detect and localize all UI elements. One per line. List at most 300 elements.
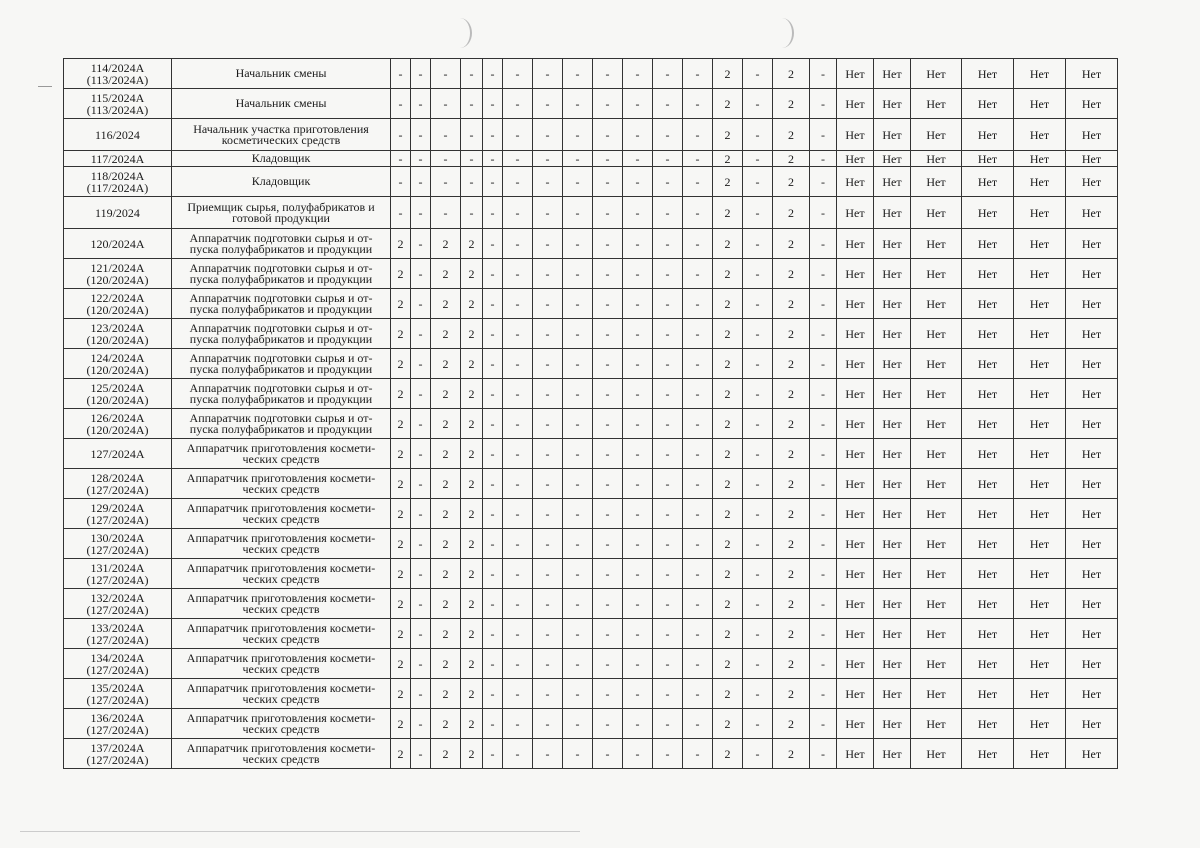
- value-cell: Нет: [874, 59, 911, 89]
- position-name-line: Кладовщик: [251, 151, 311, 165]
- value-cell: -: [461, 119, 483, 151]
- value-cell: Нет: [837, 739, 874, 769]
- value-cell: 2: [391, 259, 411, 289]
- value-cell: -: [593, 409, 623, 439]
- value-cell: 2: [461, 469, 483, 499]
- value-cell: Нет: [962, 319, 1014, 349]
- value-cell: -: [593, 529, 623, 559]
- value-cell: Нет: [1066, 679, 1118, 709]
- value-cell: 2: [773, 379, 810, 409]
- value-cell: -: [653, 319, 683, 349]
- value-cell: 2: [713, 559, 743, 589]
- value-cell: -: [391, 89, 411, 119]
- value-cell: 2: [461, 229, 483, 259]
- value-cell: 2: [773, 319, 810, 349]
- value-cell: -: [810, 529, 837, 559]
- position-name-line: Аппаратчик приготовления космети-: [186, 470, 376, 485]
- workplace-number-line: (127/2024А): [86, 602, 149, 617]
- value-cell: -: [563, 229, 593, 259]
- value-cell: Нет: [1066, 197, 1118, 229]
- value-cell: Нет: [962, 619, 1014, 649]
- value-cell: -: [593, 229, 623, 259]
- position-name-cell: [172, 559, 391, 589]
- value-cell: -: [743, 289, 773, 319]
- position-name-line: Аппаратчик подготовки сырья и от-: [189, 260, 373, 275]
- position-name-line: пуска полуфабрикатов и продукции: [189, 421, 373, 436]
- workplace-number-cell: [64, 289, 172, 319]
- value-cell: Нет: [962, 167, 1014, 197]
- value-cell: -: [563, 649, 593, 679]
- workplace-number-line: 126/2024А: [90, 410, 145, 425]
- workplace-number-cell: [64, 409, 172, 439]
- value-cell: -: [653, 229, 683, 259]
- value-cell: -: [503, 229, 533, 259]
- value-cell: -: [623, 739, 653, 769]
- value-cell: -: [533, 559, 563, 589]
- position-name-cell: [172, 59, 391, 89]
- value-cell: -: [593, 439, 623, 469]
- value-cell: -: [483, 319, 503, 349]
- value-cell: Нет: [1066, 589, 1118, 619]
- value-cell: -: [623, 559, 653, 589]
- value-cell: 2: [431, 469, 461, 499]
- value-cell: -: [431, 119, 461, 151]
- value-cell: 2: [431, 409, 461, 439]
- workplace-number-line: (120/2024А): [86, 392, 149, 407]
- value-cell: -: [533, 379, 563, 409]
- value-cell: -: [653, 151, 683, 167]
- value-cell: -: [743, 559, 773, 589]
- value-cell: -: [411, 349, 431, 379]
- value-cell: Нет: [1066, 649, 1118, 679]
- value-cell: 2: [713, 409, 743, 439]
- value-cell: -: [533, 289, 563, 319]
- table-row: [64, 619, 1195, 649]
- value-cell: -: [533, 439, 563, 469]
- workplace-number-line: (120/2024А): [86, 422, 149, 437]
- value-cell: -: [623, 409, 653, 439]
- value-cell: Нет: [911, 739, 962, 769]
- value-cell: -: [683, 619, 713, 649]
- value-cell: -: [483, 289, 503, 319]
- value-cell: -: [810, 649, 837, 679]
- value-cell: 2: [391, 289, 411, 319]
- position-name-line: ческих средств: [242, 541, 320, 556]
- value-cell: -: [563, 409, 593, 439]
- value-cell: -: [503, 197, 533, 229]
- workplace-number-line: (113/2024А): [86, 102, 149, 117]
- value-cell: -: [483, 59, 503, 89]
- value-cell: Нет: [874, 379, 911, 409]
- value-cell: 2: [713, 151, 743, 167]
- value-cell: -: [623, 229, 653, 259]
- value-cell: -: [411, 469, 431, 499]
- value-cell: -: [810, 167, 837, 197]
- value-cell: -: [411, 259, 431, 289]
- value-cell: Нет: [911, 151, 962, 167]
- table-row: [64, 649, 1195, 679]
- value-cell: -: [461, 151, 483, 167]
- value-cell: -: [461, 59, 483, 89]
- value-cell: Нет: [874, 529, 911, 559]
- position-name-cell: [172, 197, 391, 229]
- value-cell: -: [483, 229, 503, 259]
- value-cell: -: [623, 319, 653, 349]
- value-cell: 2: [461, 409, 483, 439]
- value-cell: 2: [773, 167, 810, 197]
- value-cell: Нет: [874, 409, 911, 439]
- value-cell: -: [411, 499, 431, 529]
- value-cell: 2: [461, 379, 483, 409]
- workplace-number-cell: [64, 619, 172, 649]
- value-cell: -: [563, 619, 593, 649]
- value-cell: Нет: [962, 289, 1014, 319]
- value-cell: 2: [713, 197, 743, 229]
- value-cell: 2: [713, 119, 743, 151]
- value-cell: -: [563, 469, 593, 499]
- table-row: [64, 259, 1195, 289]
- value-cell: -: [810, 679, 837, 709]
- value-cell: Нет: [837, 259, 874, 289]
- value-cell: -: [411, 649, 431, 679]
- value-cell: 2: [391, 529, 411, 559]
- position-name-cell: [172, 119, 391, 151]
- value-cell: Нет: [874, 259, 911, 289]
- value-cell: Нет: [874, 619, 911, 649]
- value-cell: -: [483, 151, 503, 167]
- table-row: [64, 229, 1195, 259]
- value-cell: 2: [713, 619, 743, 649]
- position-name-cell: [172, 289, 391, 319]
- value-cell: -: [483, 679, 503, 709]
- value-cell: -: [623, 589, 653, 619]
- workplace-number-cell: [64, 379, 172, 409]
- value-cell: -: [683, 119, 713, 151]
- value-cell: -: [411, 89, 431, 119]
- value-cell: -: [593, 349, 623, 379]
- value-cell: Нет: [874, 151, 911, 167]
- value-cell: -: [743, 89, 773, 119]
- value-cell: 2: [773, 709, 810, 739]
- value-cell: Нет: [962, 709, 1014, 739]
- value-cell: Нет: [874, 167, 911, 197]
- value-cell: Нет: [874, 319, 911, 349]
- workplace-number-line: 119/2024: [95, 205, 140, 220]
- value-cell: Нет: [962, 529, 1014, 559]
- position-name-line: ческих средств: [242, 751, 320, 766]
- margin-mark: [38, 86, 52, 87]
- value-cell: -: [431, 197, 461, 229]
- value-cell: Нет: [837, 319, 874, 349]
- value-cell: 2: [391, 319, 411, 349]
- value-cell: Нет: [874, 469, 911, 499]
- value-cell: -: [503, 649, 533, 679]
- value-cell: -: [683, 289, 713, 319]
- value-cell: -: [623, 349, 653, 379]
- value-cell: Нет: [962, 197, 1014, 229]
- value-cell: 2: [461, 619, 483, 649]
- value-cell: -: [593, 119, 623, 151]
- value-cell: Нет: [1066, 229, 1118, 259]
- value-cell: -: [743, 259, 773, 289]
- value-cell: -: [743, 529, 773, 559]
- value-cell: 2: [391, 679, 411, 709]
- value-cell: -: [411, 151, 431, 167]
- value-cell: -: [653, 709, 683, 739]
- value-cell: 2: [773, 739, 810, 769]
- workplace-number-cell: [64, 499, 172, 529]
- value-cell: Нет: [962, 739, 1014, 769]
- workplace-number-line: 135/2024А: [90, 680, 145, 695]
- value-cell: -: [683, 197, 713, 229]
- value-cell: 2: [713, 529, 743, 559]
- value-cell: 2: [461, 649, 483, 679]
- value-cell: 2: [773, 349, 810, 379]
- value-cell: -: [743, 319, 773, 349]
- value-cell: Нет: [911, 379, 962, 409]
- value-cell: -: [653, 739, 683, 769]
- value-cell: -: [743, 619, 773, 649]
- position-name-line: косметических средств: [221, 132, 341, 147]
- value-cell: Нет: [1014, 739, 1066, 769]
- position-name-cell: [172, 619, 391, 649]
- value-cell: -: [533, 499, 563, 529]
- value-cell: Нет: [837, 409, 874, 439]
- value-cell: 2: [431, 439, 461, 469]
- value-cell: Нет: [837, 589, 874, 619]
- value-cell: Нет: [1014, 289, 1066, 319]
- value-cell: -: [503, 409, 533, 439]
- position-name-line: Приемщик сырья, полуфабрикатов и: [187, 199, 375, 214]
- value-cell: Нет: [911, 197, 962, 229]
- value-cell: -: [810, 259, 837, 289]
- position-name-cell: [172, 649, 391, 679]
- value-cell: 2: [713, 439, 743, 469]
- workplace-number-line: 133/2024А: [90, 620, 145, 635]
- workplace-number-cell: [64, 559, 172, 589]
- value-cell: -: [653, 589, 683, 619]
- value-cell: -: [810, 229, 837, 259]
- value-cell: Нет: [1014, 409, 1066, 439]
- table-row: [64, 679, 1195, 709]
- value-cell: Нет: [874, 739, 911, 769]
- value-cell: -: [743, 499, 773, 529]
- value-cell: 2: [431, 379, 461, 409]
- value-cell: -: [593, 151, 623, 167]
- value-cell: -: [503, 499, 533, 529]
- value-cell: -: [810, 409, 837, 439]
- table-row: [64, 167, 1195, 197]
- position-name-line: Аппаратчик подготовки сырья и от-: [189, 410, 373, 425]
- table-row: [64, 119, 1195, 151]
- value-cell: Нет: [1014, 379, 1066, 409]
- workplace-number-line: 132/2024А: [90, 590, 145, 605]
- position-name-line: Аппаратчик приготовления космети-: [186, 650, 376, 665]
- position-name-cell: [172, 349, 391, 379]
- value-cell: Нет: [962, 679, 1014, 709]
- value-cell: -: [483, 739, 503, 769]
- value-cell: Нет: [1014, 589, 1066, 619]
- value-cell: 2: [713, 589, 743, 619]
- value-cell: -: [533, 619, 563, 649]
- value-cell: -: [461, 89, 483, 119]
- value-cell: -: [483, 409, 503, 439]
- table-row: [64, 439, 1195, 469]
- value-cell: Нет: [962, 469, 1014, 499]
- value-cell: -: [683, 739, 713, 769]
- value-cell: -: [503, 619, 533, 649]
- value-cell: Нет: [837, 197, 874, 229]
- value-cell: 2: [461, 349, 483, 379]
- value-cell: Нет: [1066, 469, 1118, 499]
- value-cell: Нет: [911, 167, 962, 197]
- value-cell: -: [743, 151, 773, 167]
- value-cell: 2: [713, 319, 743, 349]
- workplace-number-line: 137/2024А: [90, 740, 145, 755]
- workplace-number-cell: [64, 319, 172, 349]
- value-cell: 2: [461, 289, 483, 319]
- value-cell: -: [533, 319, 563, 349]
- value-cell: -: [563, 59, 593, 89]
- value-cell: -: [483, 439, 503, 469]
- value-cell: Нет: [1066, 289, 1118, 319]
- value-cell: -: [563, 289, 593, 319]
- value-cell: -: [743, 739, 773, 769]
- value-cell: -: [743, 349, 773, 379]
- sout-results-table: [63, 58, 1195, 769]
- value-cell: 2: [431, 619, 461, 649]
- value-cell: -: [563, 89, 593, 119]
- value-cell: Нет: [911, 499, 962, 529]
- value-cell: Нет: [1066, 167, 1118, 197]
- value-cell: -: [503, 529, 533, 559]
- value-cell: -: [623, 197, 653, 229]
- value-cell: -: [563, 119, 593, 151]
- value-cell: 2: [391, 499, 411, 529]
- position-name-line: Аппаратчик приготовления космети-: [186, 440, 376, 455]
- value-cell: -: [593, 379, 623, 409]
- value-cell: -: [810, 379, 837, 409]
- workplace-number-line: 118/2024А: [90, 168, 145, 183]
- value-cell: 2: [391, 709, 411, 739]
- value-cell: -: [743, 119, 773, 151]
- value-cell: -: [653, 89, 683, 119]
- value-cell: -: [483, 119, 503, 151]
- value-cell: 2: [773, 589, 810, 619]
- value-cell: -: [533, 649, 563, 679]
- value-cell: -: [810, 469, 837, 499]
- value-cell: -: [810, 709, 837, 739]
- value-cell: -: [533, 529, 563, 559]
- value-cell: -: [810, 319, 837, 349]
- value-cell: -: [483, 469, 503, 499]
- table-row: [64, 197, 1195, 229]
- value-cell: Нет: [874, 559, 911, 589]
- value-cell: -: [593, 289, 623, 319]
- value-cell: 2: [713, 289, 743, 319]
- value-cell: Нет: [962, 89, 1014, 119]
- workplace-number-cell: [64, 151, 172, 167]
- value-cell: -: [810, 499, 837, 529]
- value-cell: 2: [773, 559, 810, 589]
- value-cell: -: [810, 349, 837, 379]
- position-name-cell: [172, 409, 391, 439]
- value-cell: Нет: [911, 289, 962, 319]
- position-name-line: Кладовщик: [251, 174, 311, 188]
- value-cell: 2: [713, 469, 743, 499]
- scan-edge-line: [20, 831, 580, 832]
- value-cell: -: [503, 319, 533, 349]
- position-name-line: пуска полуфабрикатов и продукции: [189, 271, 373, 286]
- workplace-number-cell: [64, 589, 172, 619]
- value-cell: Нет: [1014, 151, 1066, 167]
- value-cell: Нет: [962, 499, 1014, 529]
- value-cell: Нет: [1066, 89, 1118, 119]
- value-cell: -: [503, 439, 533, 469]
- value-cell: 2: [713, 167, 743, 197]
- value-cell: 2: [461, 709, 483, 739]
- position-name-line: пуска полуфабрикатов и продукции: [189, 391, 373, 406]
- value-cell: Нет: [962, 379, 1014, 409]
- value-cell: -: [593, 259, 623, 289]
- workplace-number-line: 114/2024А: [90, 60, 145, 75]
- value-cell: -: [623, 499, 653, 529]
- value-cell: -: [653, 167, 683, 197]
- value-cell: -: [411, 439, 431, 469]
- value-cell: -: [533, 589, 563, 619]
- workplace-number-line: 128/2024А: [90, 470, 145, 485]
- position-name-line: Аппаратчик приготовления космети-: [186, 740, 376, 755]
- position-name-cell: [172, 229, 391, 259]
- value-cell: 2: [773, 439, 810, 469]
- value-cell: 2: [461, 559, 483, 589]
- value-cell: 2: [773, 229, 810, 259]
- value-cell: -: [743, 59, 773, 89]
- value-cell: Нет: [874, 649, 911, 679]
- workplace-number-line: 116/2024: [95, 127, 140, 142]
- position-name-line: ческих средств: [242, 721, 320, 736]
- table-row: [64, 379, 1195, 409]
- position-name-line: Начальник смены: [235, 66, 327, 80]
- position-name-line: пуска полуфабрикатов и продукции: [189, 241, 373, 256]
- value-cell: 2: [713, 229, 743, 259]
- value-cell: -: [593, 319, 623, 349]
- position-name-line: пуска полуфабрикатов и продукции: [189, 301, 373, 316]
- value-cell: -: [391, 59, 411, 89]
- value-cell: Нет: [1066, 439, 1118, 469]
- workplace-number-line: 129/2024А: [90, 500, 145, 515]
- value-cell: 2: [391, 559, 411, 589]
- position-name-line: готовой продукции: [232, 210, 330, 225]
- table-row: [64, 289, 1195, 319]
- value-cell: Нет: [1066, 499, 1118, 529]
- position-name-line: Аппаратчик подготовки сырья и от-: [189, 230, 373, 245]
- value-cell: 2: [431, 739, 461, 769]
- value-cell: -: [503, 349, 533, 379]
- workplace-number-line: (120/2024А): [86, 362, 149, 377]
- value-cell: 2: [391, 619, 411, 649]
- value-cell: -: [461, 167, 483, 197]
- value-cell: Нет: [837, 499, 874, 529]
- value-cell: Нет: [837, 289, 874, 319]
- value-cell: -: [653, 119, 683, 151]
- value-cell: Нет: [1014, 559, 1066, 589]
- workplace-number-cell: [64, 197, 172, 229]
- value-cell: -: [683, 649, 713, 679]
- value-cell: 2: [461, 439, 483, 469]
- value-cell: -: [623, 619, 653, 649]
- value-cell: 2: [461, 499, 483, 529]
